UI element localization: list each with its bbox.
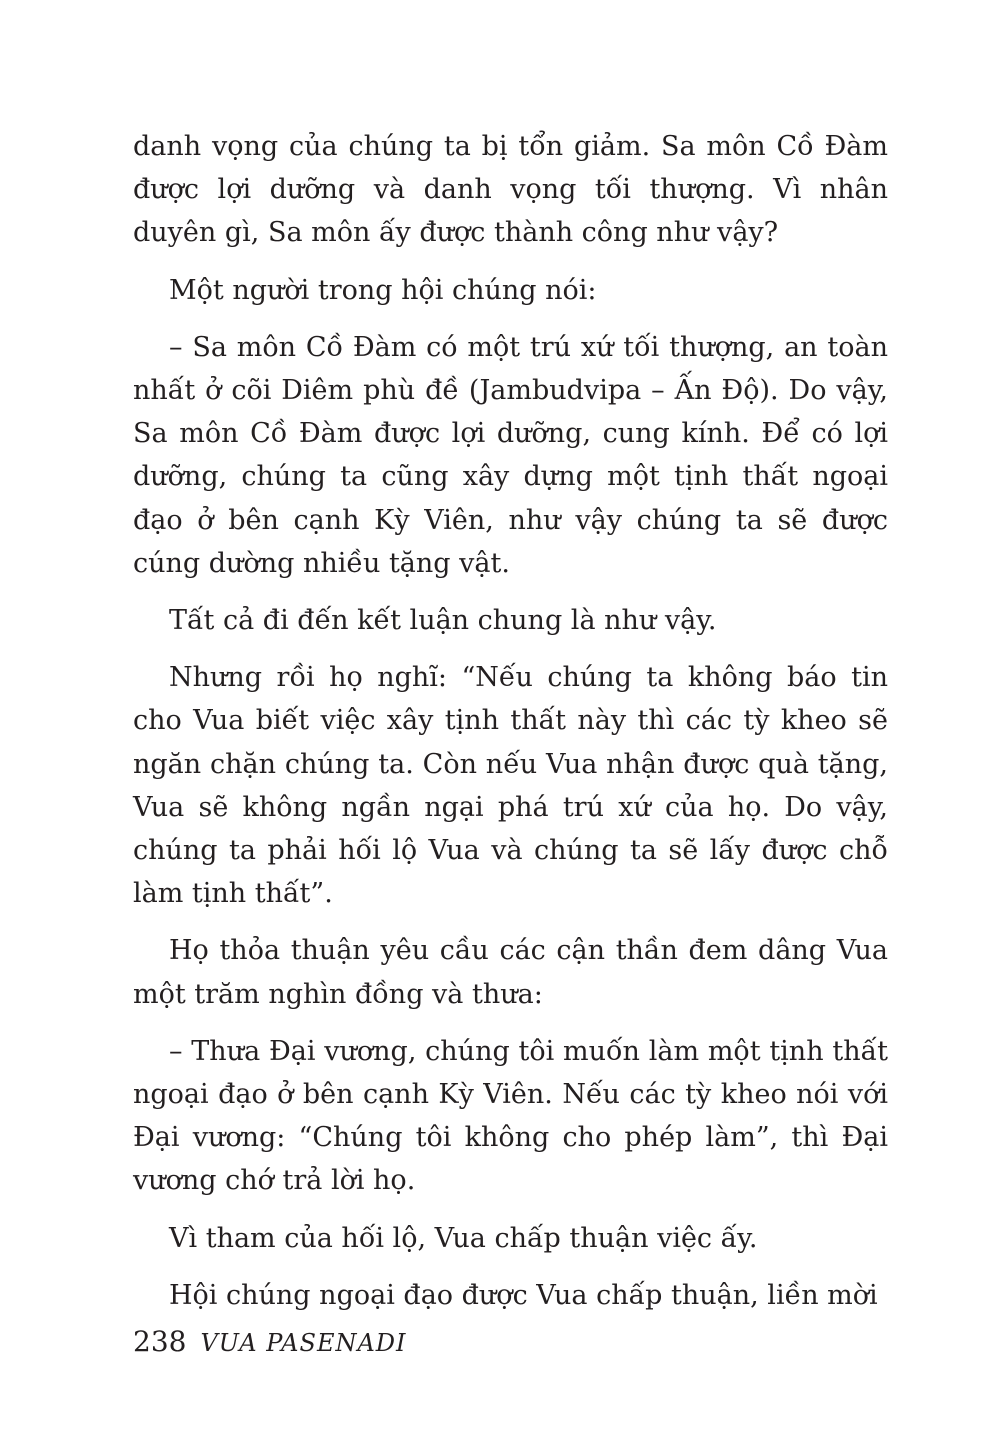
paragraph-2: Một người trong hội chúng nói: [169,274,597,306]
paragraph-4: Tất cả đi đến kết luận chung là như vậy. [169,605,717,637]
page-number: 238 [133,1325,187,1358]
paragraph-6: Họ thỏa thuận yêu cầu các cận thần đem dâng Vua một trăm nghìn đồng và thưa: [133,935,888,1010]
running-title: VUA PASENADI [200,1329,407,1357]
paragraph-7: – Thưa Đại vương, chúng tôi muốn làm một tịnh thất ngoại đạo ở bên cạnh Kỳ Viên. Nếu các tỳ kheo nói với Đại vương: “Chúng tôi không cho phép làm”, thì Đại vương chớ trả lời họ. [133,1035,888,1197]
body-text [133,125,888,1331]
paragraph-9: Hội chúng ngoại đạo được Vua chấp thuận, liền mời [169,1279,878,1311]
paragraph-5: Nhưng rồi họ nghĩ: “Nếu chúng ta không báo tin cho Vua biết việc xây tịnh thất này thì các tỳ kheo sẽ ngăn chặn chúng ta. Còn nếu Vua nhận được quà tặng, Vua sẽ không ngần ngại phá trú xứ của họ. Do vậy, chúng ta phải hối lộ Vua và chúng ta sẽ lấy được chỗ làm tịnh thất”. [133,662,888,910]
paragraph-8: Vì tham của hối lộ, Vua chấp thuận việc ấy. [169,1222,758,1254]
paragraph-3: – Sa môn Cồ Đàm có một trú xứ tối thượng, an toàn nhất ở cõi Diêm phù đề (Jambudvipa – Ấn Độ). Do vậy, Sa môn Cồ Đàm được lợi dưỡng, cung kính. Để có lợi dưỡng, chúng ta cũng xây dựng một tịnh thất ngoại đạo ở bên cạnh Kỳ Viên, như vậy chúng ta sẽ được cúng dường nhiều tặng vật. [133,331,888,579]
paragraph-1: danh vọng của chúng ta bị tổn giảm. Sa môn Cồ Đàm được lợi dưỡng và danh vọng tối thượng. Vì nhân duyên gì, Sa môn ấy được thành công như vậy? [133,131,888,249]
page-footer [133,1325,407,1365]
